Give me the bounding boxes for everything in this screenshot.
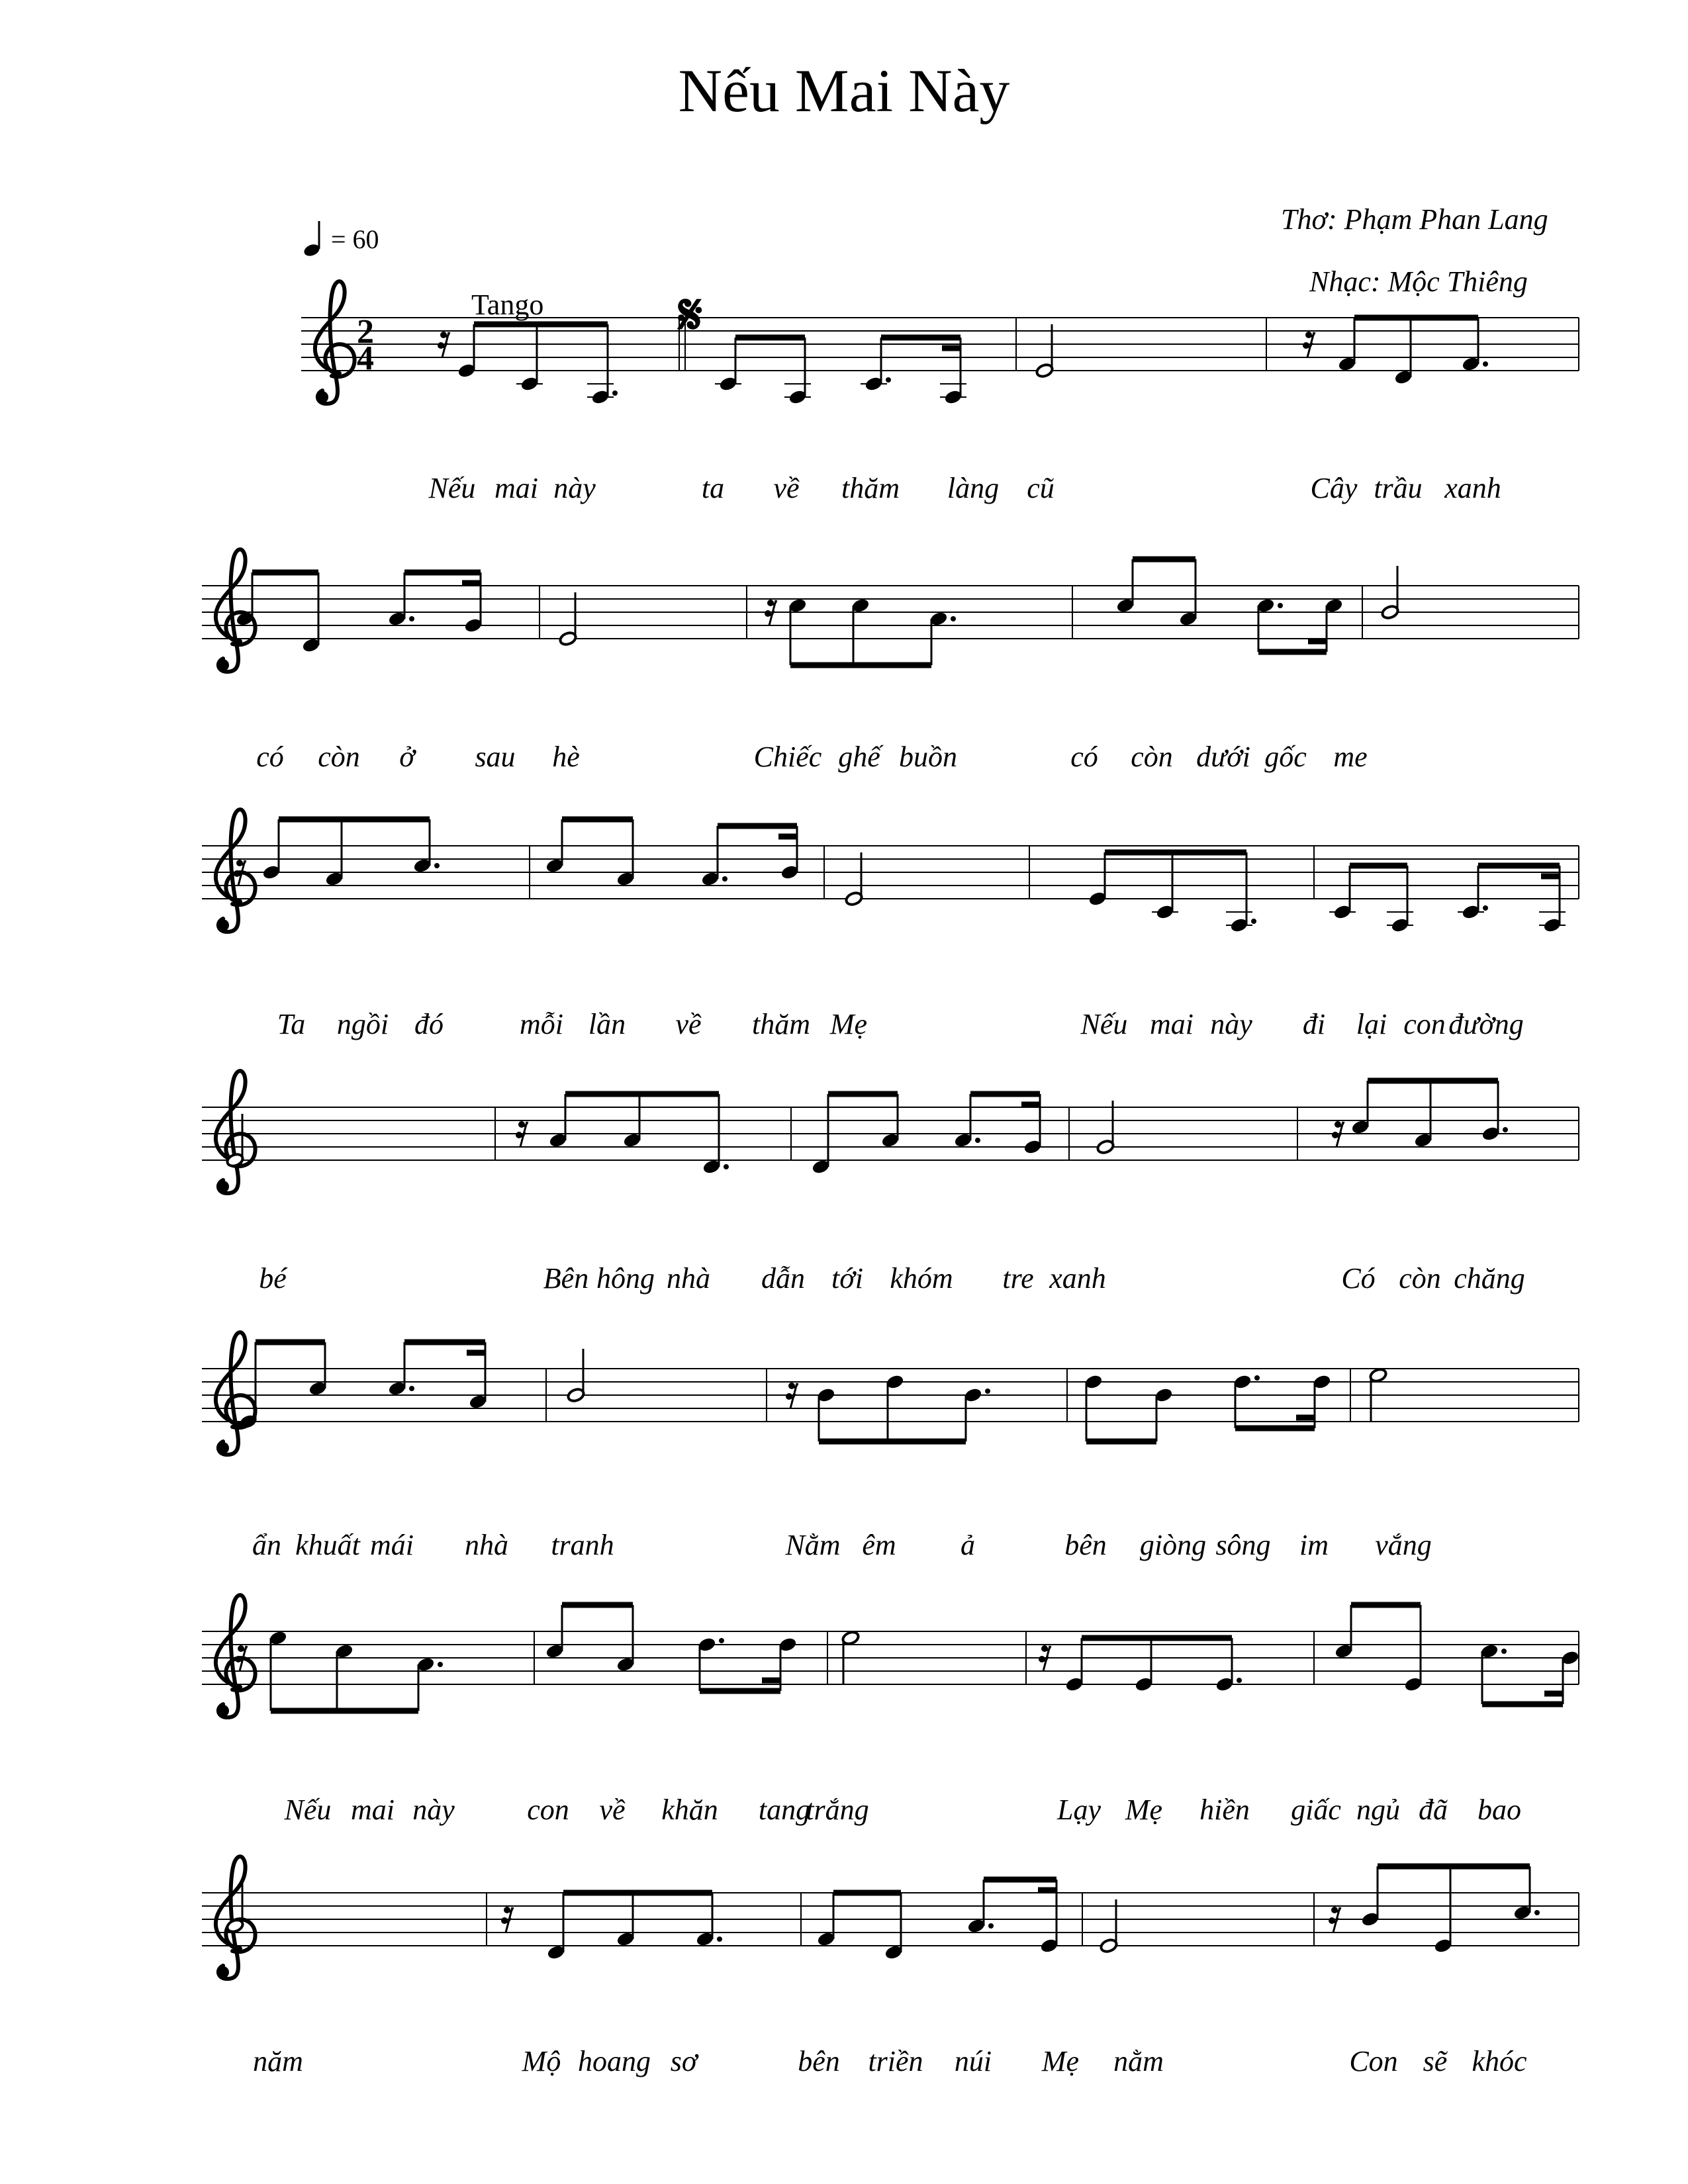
lyric-syllable: này bbox=[1210, 1008, 1252, 1040]
note bbox=[1480, 1643, 1507, 1659]
dot bbox=[1278, 603, 1283, 608]
lyric-syllable: ta bbox=[701, 472, 725, 504]
lyric-syllable: làng bbox=[947, 472, 1000, 504]
dot bbox=[1254, 1375, 1260, 1381]
note bbox=[1226, 912, 1256, 933]
note bbox=[1152, 904, 1178, 920]
lyric-syllable: mai bbox=[494, 472, 538, 504]
lyric-syllable: đã bbox=[1419, 1794, 1448, 1826]
lyric-syllable: nằm bbox=[1113, 2045, 1164, 2077]
staff-system-4 bbox=[202, 1071, 1579, 1193]
note bbox=[1100, 1899, 1118, 1954]
dot bbox=[434, 863, 440, 868]
lyric-syllable: núi bbox=[954, 2045, 992, 2077]
lyric-syllable: sơ bbox=[670, 2045, 698, 2077]
lyric-syllable: Cây bbox=[1310, 472, 1358, 504]
lyric-syllable: nhà bbox=[667, 1262, 710, 1295]
treble-clef-icon bbox=[315, 281, 355, 404]
dot bbox=[1501, 1649, 1507, 1654]
lyric-syllable: sông bbox=[1215, 1529, 1271, 1561]
lyric-syllable: bên bbox=[1064, 1529, 1107, 1561]
note bbox=[413, 858, 440, 874]
lyric-syllable: khóm bbox=[890, 1262, 953, 1295]
note bbox=[861, 376, 891, 392]
lyric-syllable: Lạy bbox=[1057, 1794, 1101, 1826]
note bbox=[954, 1132, 980, 1148]
lyric-syllable: về bbox=[675, 1008, 702, 1040]
lyric-syllable: Bên bbox=[543, 1262, 589, 1295]
lyric-syllable: lần bbox=[588, 1008, 626, 1040]
dot bbox=[438, 1662, 443, 1667]
note bbox=[1462, 356, 1488, 372]
lyric-syllable: trắng bbox=[806, 1794, 869, 1826]
lyric-syllable: Mẹ bbox=[1041, 2045, 1080, 2077]
lyric-syllable: con bbox=[1403, 1008, 1446, 1040]
treble-clef-icon bbox=[216, 1595, 256, 1717]
lyric-syllable: Có bbox=[1341, 1262, 1376, 1295]
lyric-syllable: hoang bbox=[578, 2045, 651, 2077]
lyric-syllable: chăng bbox=[1454, 1262, 1525, 1295]
note bbox=[715, 376, 741, 392]
note bbox=[388, 611, 414, 627]
lyric-syllable: tranh bbox=[551, 1529, 614, 1561]
lyric-syllable: triền bbox=[868, 2045, 923, 2077]
staff-system-1 bbox=[301, 281, 1579, 405]
lyric-syllable: vắng bbox=[1375, 1529, 1432, 1561]
lyric-syllable: Nằm bbox=[785, 1529, 841, 1561]
note bbox=[587, 384, 618, 405]
note bbox=[1329, 904, 1356, 920]
note bbox=[559, 592, 577, 647]
note bbox=[701, 871, 727, 887]
lyric-syllable: Nếu bbox=[1080, 1008, 1128, 1040]
note bbox=[1096, 1101, 1115, 1155]
note bbox=[416, 1657, 443, 1672]
dot bbox=[1237, 1678, 1242, 1683]
lyric-syllable: này bbox=[553, 472, 596, 504]
lyric-syllable: giấc bbox=[1291, 1794, 1341, 1826]
lyric-syllable: giòng bbox=[1139, 1529, 1207, 1561]
treble-clef-icon bbox=[216, 549, 256, 672]
dot bbox=[722, 876, 727, 882]
lyric-syllable: sẽ bbox=[1423, 2045, 1448, 2077]
lyric-syllable: này bbox=[412, 1794, 455, 1826]
lyric-syllable: buồn bbox=[899, 741, 957, 773]
lyric-syllable: thăm bbox=[752, 1008, 810, 1040]
lyric-syllable: hè bbox=[552, 741, 580, 773]
song-title: Nếu Mai Này bbox=[678, 57, 1010, 124]
lyric-syllable: hông bbox=[596, 1262, 655, 1295]
note bbox=[388, 1381, 414, 1396]
dot bbox=[975, 1138, 980, 1143]
note bbox=[702, 1159, 729, 1175]
lyric-syllable: Ta bbox=[277, 1008, 306, 1040]
lyric-syllable: im bbox=[1299, 1529, 1329, 1561]
lyric-syllable: đó bbox=[414, 1008, 444, 1040]
lyric-syllable: Mẹ bbox=[1125, 1794, 1163, 1826]
staff-system-2 bbox=[202, 549, 1579, 672]
dot bbox=[886, 377, 891, 383]
lyric-syllable: khuất bbox=[295, 1529, 360, 1561]
lyric-syllable: nhà bbox=[465, 1529, 508, 1561]
dot bbox=[612, 390, 618, 396]
dot bbox=[1534, 1910, 1540, 1915]
lyric-syllable: sau bbox=[475, 741, 516, 773]
staff-system-6 bbox=[202, 1595, 1579, 1717]
note bbox=[1035, 324, 1054, 379]
note bbox=[929, 611, 956, 627]
note bbox=[696, 1931, 722, 1947]
lyric-syllable: bên bbox=[798, 2045, 840, 2077]
lyric-syllable: Mộ bbox=[522, 2045, 561, 2077]
lyric-syllable: mái bbox=[370, 1529, 414, 1561]
note bbox=[1381, 566, 1399, 620]
lyric-syllable: mai bbox=[1150, 1008, 1194, 1040]
note bbox=[940, 384, 966, 405]
lyric-syllable: Mẹ bbox=[829, 1008, 868, 1040]
lyric-syllable: ả bbox=[961, 1529, 975, 1561]
lyric-syllable: có bbox=[1070, 741, 1098, 773]
note bbox=[1458, 904, 1488, 920]
lyric-syllable: ở bbox=[399, 741, 415, 773]
note bbox=[1513, 1905, 1540, 1921]
lyric-syllable: Nếu bbox=[284, 1794, 332, 1826]
lyric-syllable: dưới bbox=[1196, 741, 1250, 773]
dot bbox=[1503, 1127, 1508, 1132]
lyric-syllable: tre bbox=[1002, 1262, 1034, 1295]
lyric-syllable: về bbox=[773, 472, 800, 504]
dot bbox=[409, 1386, 414, 1391]
lyric-syllable: cũ bbox=[1027, 472, 1055, 504]
note bbox=[1256, 598, 1283, 614]
lyric-syllable: Con bbox=[1349, 2045, 1398, 2077]
dot bbox=[719, 1638, 724, 1643]
lyric-syllable: xanh bbox=[1444, 472, 1501, 504]
lyric-syllable: thăm bbox=[841, 472, 900, 504]
treble-clef-icon bbox=[216, 1332, 256, 1455]
lyric-syllable: hiền bbox=[1199, 1794, 1250, 1826]
composer-credit: Nhạc: Mộc Thiêng bbox=[1309, 265, 1528, 298]
style-marking: Tango bbox=[471, 289, 544, 321]
note bbox=[567, 1349, 585, 1403]
lyric-syllable: dẫn bbox=[761, 1262, 805, 1295]
note bbox=[1387, 912, 1413, 933]
lyricist-credit: Thơ: Phạm Phan Lang bbox=[1281, 203, 1548, 236]
treble-clef-icon bbox=[216, 1071, 256, 1193]
lyric-syllable: ngồi bbox=[336, 1008, 389, 1040]
lyric-syllable: còn bbox=[318, 741, 360, 773]
lyric-syllable: lại bbox=[1356, 1008, 1387, 1040]
note bbox=[516, 376, 543, 392]
note bbox=[967, 1918, 994, 1934]
lyric-syllable: ghế bbox=[838, 741, 880, 773]
lyric-syllable: mỗi bbox=[520, 1008, 563, 1040]
lyric-syllable: đường bbox=[1448, 1008, 1524, 1040]
lyric-syllable: tang bbox=[758, 1794, 811, 1826]
time-signature-bottom: 4 bbox=[357, 340, 374, 377]
dot bbox=[717, 1936, 722, 1942]
lyric-syllable: Chiếc bbox=[753, 741, 822, 773]
time-signature-top: 2 bbox=[357, 313, 374, 351]
lyric-syllable: còn bbox=[1131, 741, 1173, 773]
lyric-syllable: còn bbox=[1399, 1262, 1441, 1295]
lyric-syllable: Nếu bbox=[428, 472, 476, 504]
lyric-syllable: tới bbox=[831, 1262, 863, 1295]
lyric-syllable: ngủ bbox=[1356, 1794, 1400, 1826]
note bbox=[784, 384, 811, 405]
lyric-syllable: xanh bbox=[1049, 1262, 1106, 1295]
lyric-syllable: khăn bbox=[661, 1794, 718, 1826]
dot bbox=[1483, 361, 1488, 367]
treble-clef-icon bbox=[216, 1856, 256, 1979]
lyric-syllable: bé bbox=[259, 1262, 287, 1295]
dot bbox=[985, 1388, 990, 1394]
dot bbox=[1483, 905, 1488, 911]
lyric-syllable: me bbox=[1333, 741, 1368, 773]
lyric-syllable: bao bbox=[1477, 1794, 1521, 1826]
note bbox=[1539, 912, 1566, 933]
lyric-syllable: ẩn bbox=[252, 1529, 281, 1561]
lyric-syllable: đi bbox=[1302, 1008, 1326, 1040]
staff-system-7 bbox=[202, 1856, 1579, 1979]
lyric-syllable: khóc bbox=[1472, 2045, 1527, 2077]
dot bbox=[951, 616, 956, 621]
segno-icon: 𝄋 bbox=[679, 285, 703, 346]
lyric-syllable: êm bbox=[862, 1529, 896, 1561]
lyric-syllable: năm bbox=[253, 2045, 303, 2077]
lyric-syllable: về bbox=[599, 1794, 626, 1826]
staff-system-3 bbox=[202, 809, 1579, 933]
dot bbox=[1251, 919, 1256, 924]
dot bbox=[724, 1164, 729, 1169]
note bbox=[845, 852, 863, 907]
dot bbox=[988, 1923, 994, 1929]
lyric-syllable: có bbox=[256, 741, 284, 773]
staff-system-5 bbox=[202, 1332, 1579, 1455]
dot bbox=[409, 616, 414, 621]
lyric-syllable: trầu bbox=[1374, 472, 1423, 504]
lyric-syllable: gốc bbox=[1264, 741, 1307, 773]
tempo-value: = 60 bbox=[331, 224, 379, 254]
lyric-syllable: con bbox=[527, 1794, 569, 1826]
lyric-syllable: mai bbox=[351, 1794, 395, 1826]
time-signature bbox=[357, 313, 374, 377]
